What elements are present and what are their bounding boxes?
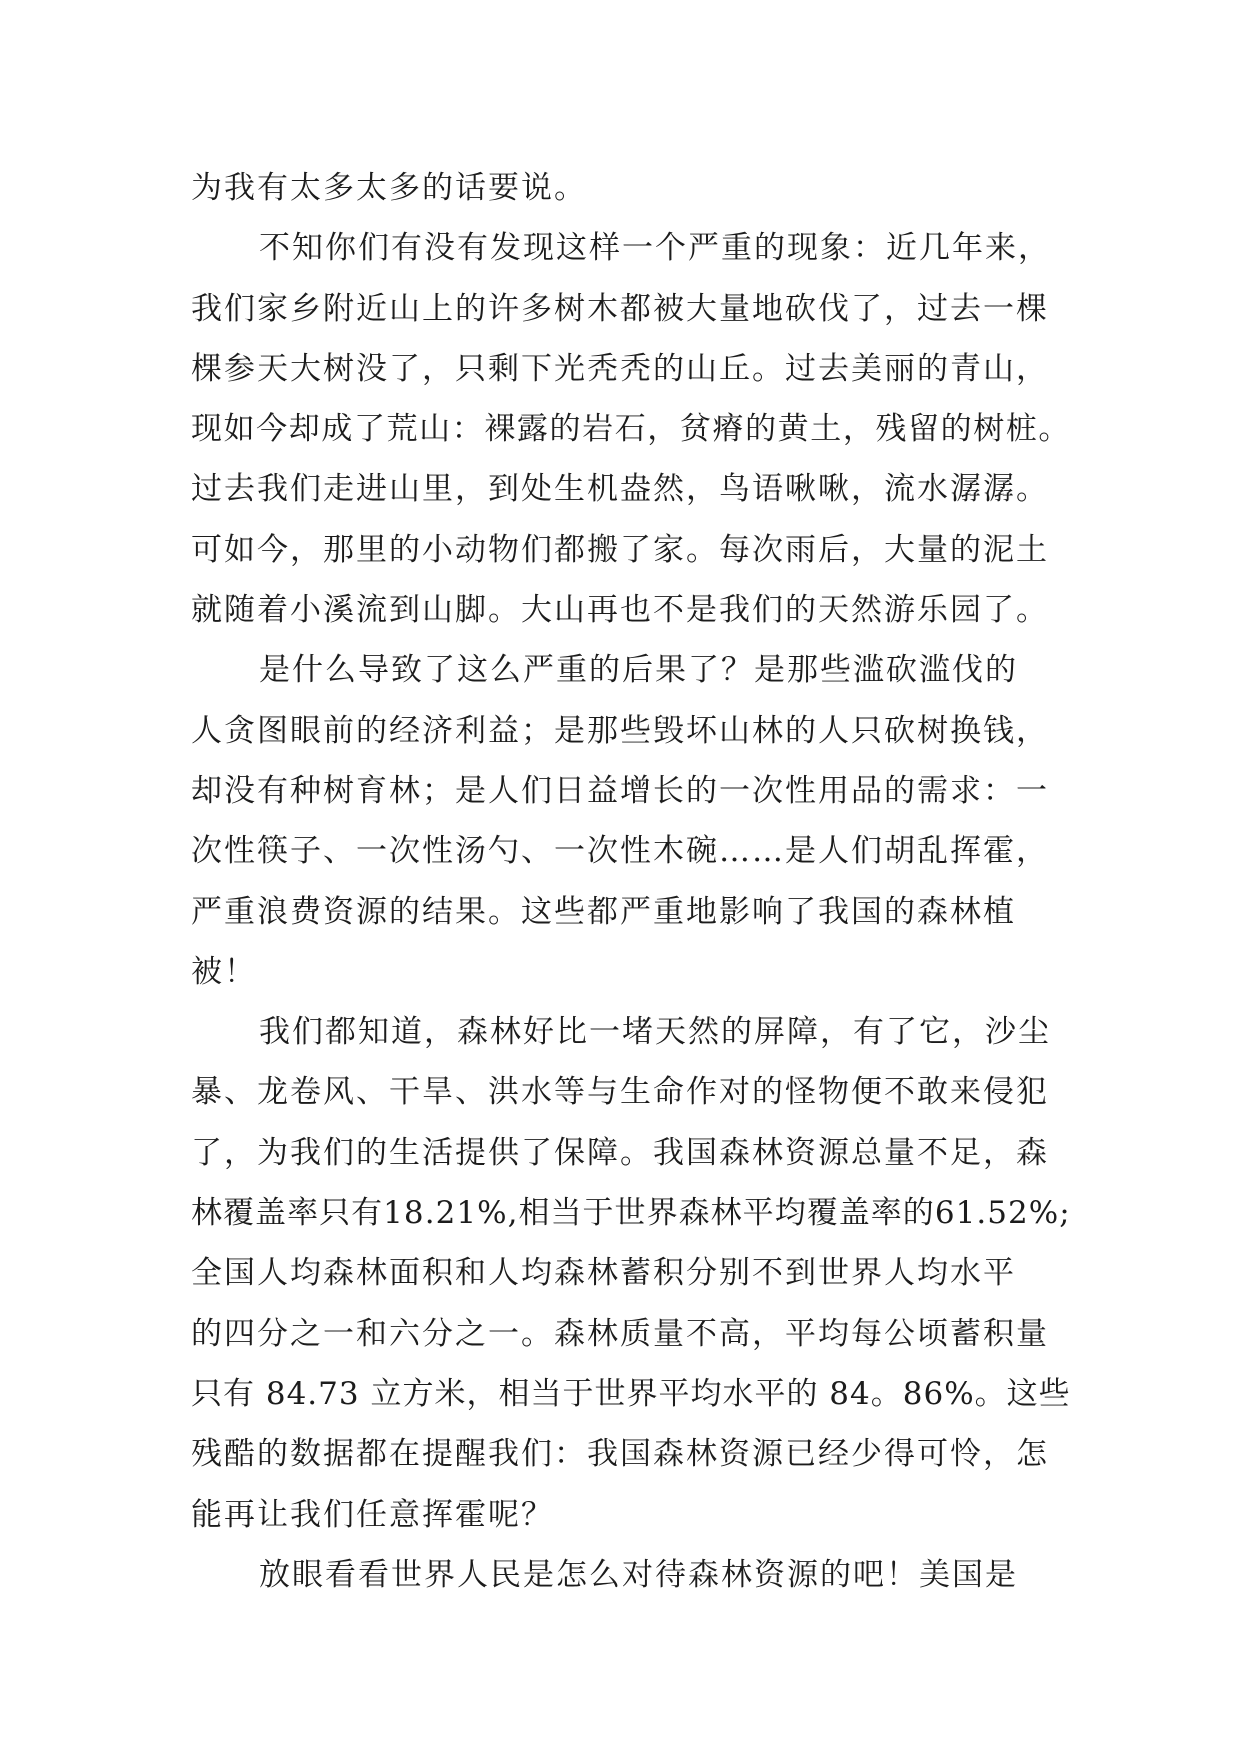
text-line: 只有 84.73 立方米，相当于世界平均水平的 84。86%。这些: [191, 1375, 1071, 1412]
text-line: 不知你们有没有发现这样一个严重的现象：近几年来，: [259, 230, 1051, 267]
text-line: 次性筷子、一次性汤勺、一次性木碗……是人们胡乱挥霍，: [191, 833, 1049, 870]
text-line: 过去我们走进山里，到处生机盎然，鸟语啾啾，流水潺潺。: [191, 471, 1049, 508]
text-line: 放眼看看世界人民是怎么对待森林资源的吧！美国是: [259, 1556, 1018, 1593]
text-line: 就随着小溪流到山脚。大山再也不是我们的天然游乐园了。: [191, 592, 1049, 629]
text-line: 林覆盖率只有18.21%,相当于世界森林平均覆盖率的61.52%;: [191, 1195, 1071, 1232]
text-line: 我们都知道，森林好比一堵天然的屏障，有了它，沙尘: [259, 1014, 1051, 1051]
text-line: 被！: [191, 953, 257, 990]
text-line: 严重浪费资源的结果。这些都严重地影响了我国的森林植: [191, 893, 1016, 930]
text-line: 却没有种树育林；是人们日益增长的一次性用品的需求：一: [191, 772, 1049, 809]
text-line: 是什么导致了这么严重的后果了？是那些滥砍滥伐的: [259, 652, 1018, 689]
text-line: 可如今，那里的小动物们都搬了家。每次雨后，大量的泥土: [191, 531, 1049, 568]
text-line: 人贪图眼前的经济利益；是那些毁坏山林的人只砍树换钱，: [191, 712, 1049, 749]
text-line: 我们家乡附近山上的许多树木都被大量地砍伐了，过去一棵: [191, 290, 1049, 327]
text-line: 了，为我们的生活提供了保障。我国森林资源总量不足，森: [191, 1134, 1049, 1171]
text-line: 暴、龙卷风、干旱、洪水等与生命作对的怪物便不敢来侵犯: [191, 1074, 1049, 1111]
text-line: 全国人均森林面积和人均森林蓄积分别不到世界人均水平: [191, 1255, 1016, 1292]
text-line: 的四分之一和六分之一。森林质量不高，平均每公顷蓄积量: [191, 1315, 1049, 1352]
text-line: 现如今却成了荒山：裸露的岩石，贫瘠的黄土，残留的树桩。: [191, 411, 1071, 448]
text-line: 残酷的数据都在提醒我们：我国森林资源已经少得可怜，怎: [191, 1436, 1049, 1473]
text-line: 棵参天大树没了，只剩下光秃秃的山丘。过去美丽的青山，: [191, 350, 1049, 387]
body-text: [191, 158, 1071, 1605]
text-line: 为我有太多太多的话要说。: [191, 170, 587, 206]
text-line: 能再让我们任意挥霍呢？: [191, 1496, 554, 1533]
